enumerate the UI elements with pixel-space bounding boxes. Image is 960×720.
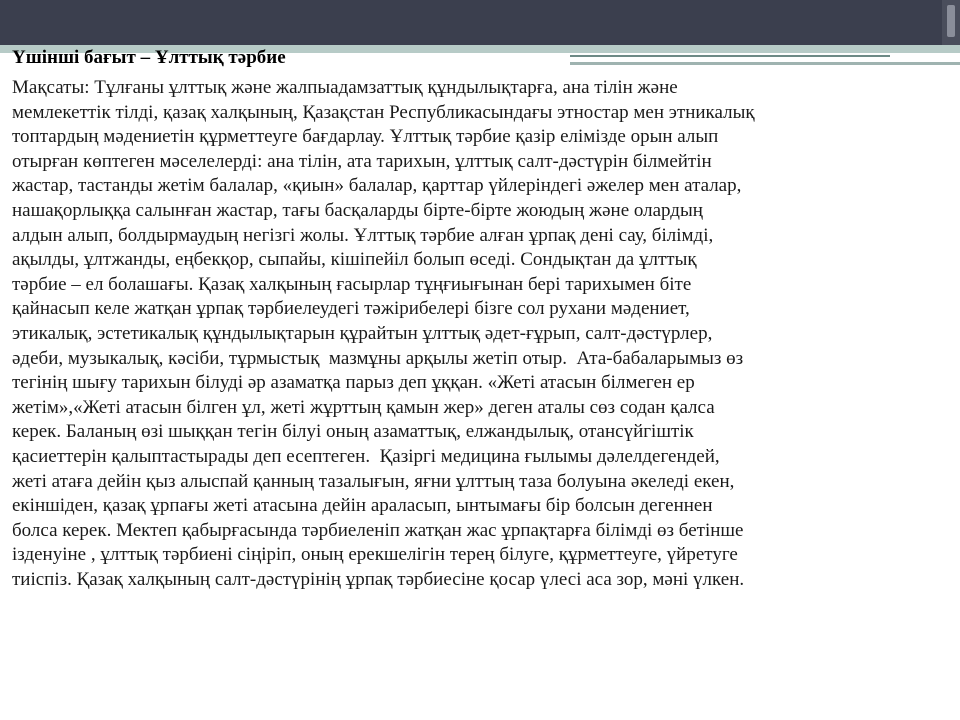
text-line: тәрбие – ел болашағы. Қазақ халқының ғасырлар тұңғиығынан бері тарихымен біте (12, 273, 692, 295)
text-line: алдын алып, болдырмаудың негізгі жолы. Ұлттық тәрбие алған ұрпақ дені сау, білімді, (12, 224, 714, 246)
text-line: екіншіден, қазақ ұрпағы жеті атасына дейін араласып, ынтымағы бір болсын дегеннен (12, 495, 713, 517)
text-line: Мақсаты: Тұлғаны ұлттық және жалпыадамзаттық құндылықтарға, ана тілін және (12, 77, 678, 98)
text-line: топтардың мәдениетін құрметтеуге бағдарлау. Ұлттық тәрбие қазір елімізде орын алып (12, 126, 719, 148)
text-line: этикалық, эстетикалық құндылықтарын құрайтын ұлттық әдет-ғұрып, салт-дәстүрлер, (12, 322, 713, 344)
text-line: тиіспіз. Қазақ халқының салт-дәстүрінің ұрпақ тәрбиесіне қосар үлесі аса зор, мәні үлкен. (12, 568, 745, 590)
text-line: болса керек. Мектеп қабырғасында тәрбиеленіп жатқан жас ұрпақтарға білімді өз бетінше (12, 519, 744, 541)
text-line: мемлекеттік тілді, қазақ халқының, Қазақстан Республикасындағы этностар мен этникалық (12, 101, 755, 123)
text-line: отырған көптеген мәселелерді: ана тілін, ата тарихын, ұлттық салт-дәстүрін білмейтін (12, 150, 712, 172)
text-line: ақылды, ұлтжанды, еңбекқор, сыпайы, кішіпейіл болып өседі. Сондықтан да ұлттық (12, 249, 697, 271)
slide-header-band (0, 0, 960, 45)
text-line: ізденуіне , ұлттық тәрбиені сіңіріп, оның ерекшелігін терең білуге, құрметтеуге, үйретуге (12, 544, 738, 566)
text-line: қасиеттерін қалыптастырады деп есептеген. Қазіргі медицина ғылымы дәлелдегендей, (12, 445, 720, 467)
decorative-line (570, 62, 960, 65)
text-line: тегінің шығу тарихын білуді әр азаматқа парыз деп ұққан. «Жеті атасын білмеген ер (12, 372, 695, 394)
decorative-line (570, 55, 890, 57)
text-line: жеті атаға дейін қыз алыспай қанның тазалығын, яғни ұлттың таза болуына әкеледі екен, (12, 470, 735, 492)
text-line: жетім»,«Жеті атасын білген ұл, жеті жұрттың қамын жер» деген аталы сөз содан қалса (12, 396, 715, 418)
text-line: әдеби, музыкалық, кәсіби, тұрмыстық мазмұны арқылы жетіп отыр. Ата-бабаларымыз өз (12, 347, 744, 369)
slide-title: Үшінші бағыт – Ұлттық тәрбие (12, 47, 286, 68)
scrollbar-thumb[interactable] (947, 5, 955, 37)
text-line: қайнасып келе жатқан ұрпақ тәрбиелеудегі тәжірибелері бізге сол рухани мәдениет, (12, 298, 690, 320)
text-line: керек. Баланың өзі шыққан тегін білуі оның азаматтық, елжандылық, отансүйгіштік (12, 421, 694, 443)
slide-body-text (12, 76, 952, 592)
scrollbar[interactable] (942, 0, 960, 45)
text-line: нашақорлыққа салынған жастар, тағы басқаларды бірте-бірте жоюдың және олардың (12, 199, 703, 221)
text-line: жастар, тастанды жетім балалар, «қиын» балалар, қарттар үйлеріндегі әжелер мен аталар, (12, 175, 742, 197)
